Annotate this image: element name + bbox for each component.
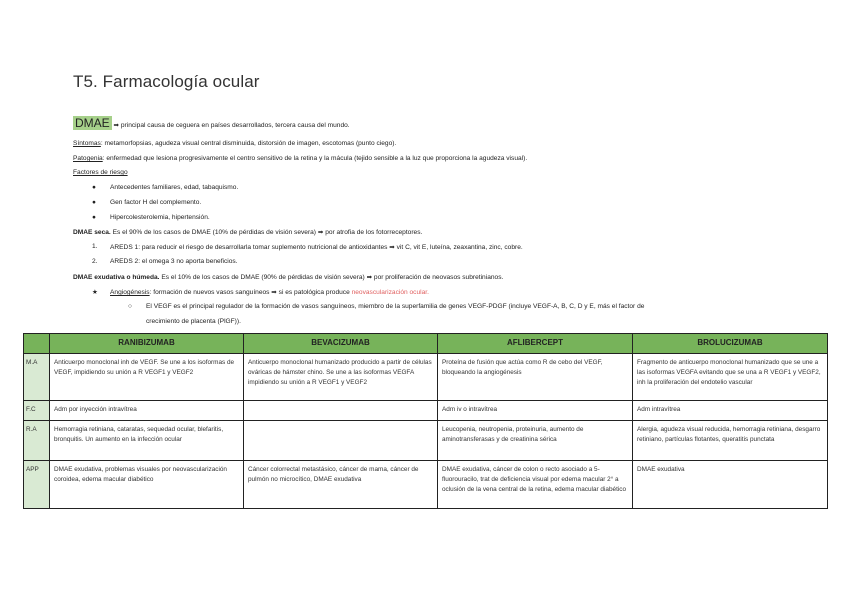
bullet-icon: ● xyxy=(92,184,96,191)
dmae-seca-text: Es el 90% de los casos de DMAE (10% de pérdidas de visión severa) ➡ por atrofia de los fotorreceptores. xyxy=(112,229,423,236)
table-header-cell xyxy=(24,334,50,354)
table-header-cell: AFLIBERCEPT xyxy=(438,334,633,354)
table-cell: Adm iv o intravítrea xyxy=(438,401,633,421)
row-header: R.A xyxy=(24,421,50,461)
sintomas-line xyxy=(73,140,396,147)
dmae-humeda-text: Es el 10% de los casos de DMAE (90% de pérdidas de visión severa) ➡ por proliferación de neovasos subretinianos. xyxy=(161,274,504,281)
table-cell: Adm intravítrea xyxy=(633,401,828,421)
table-row xyxy=(24,354,828,401)
row-header: APP xyxy=(24,461,50,509)
dmae-seca-label: DMAE seca. xyxy=(73,229,111,236)
seca-item: AREDS 2: el omega 3 no aporta beneficios. xyxy=(110,258,238,265)
table-cell: Fragmento de anticuerpo monoclonal humanizado que se une a las isoformas VEGFA evitando que se una a R VEGF1 y VEGF2, inh la proliferación del endotelio vascular xyxy=(633,354,828,401)
dmae-highlight: DMAE xyxy=(75,116,110,130)
arrow-icon: ➡ xyxy=(113,122,120,129)
page-title: T5. Farmacología ocular xyxy=(73,72,260,91)
table-cell: Anticuerpo monoclonal humanizado producido a partir de células ováricas de hámster chino. Se une a las isoformas VEGFA impidiendo su unión a R VEGF1 y VEGF2 xyxy=(244,354,438,401)
dmae-seca-line xyxy=(73,228,422,236)
table-cell xyxy=(244,401,438,421)
table-cell: DMAE exudativa xyxy=(633,461,828,509)
table-cell: DMAE exudativa, problemas visuales por neovascularización coroidea, edema macular diabético xyxy=(50,461,244,509)
sintomas-text: : metamorfopsias, agudeza visual central disminuida, distorsión de imagen, escotomas (punto ciego). xyxy=(100,140,397,147)
table-cell: DMAE exudativa, cáncer de colon o recto asociado a 5-fluorouracilo, trat de deficiencia visual por edema macular 2° a oclusión de la vena central de la retina, edema macular diabético xyxy=(438,461,633,509)
table-cell: Hemorragia retiniana, cataratas, sequedad ocular, blefaritis, bronquitis. Un aumento en la infección ocular xyxy=(50,421,244,461)
table-header-cell: RANIBIZUMAB xyxy=(50,334,244,354)
bullet-icon: ● xyxy=(92,214,96,221)
row-header: F.C xyxy=(24,401,50,421)
table-header-cell: BEVACIZUMAB xyxy=(244,334,438,354)
table-cell: Anticuerpo monoclonal inh de VEGF. Se une a los isoformas de VEGF, impidiendo su unión a R VEGF1 y VEGF2 xyxy=(50,354,244,401)
table-row xyxy=(24,461,828,509)
table-cell: Cáncer colorrectal metastásico, cáncer de mama, cáncer de pulmón no microcítico, DMAE exudativa xyxy=(244,461,438,509)
factores-label: Factores de riesgo xyxy=(73,169,128,176)
table-row xyxy=(24,421,828,461)
sintomas-label: Síntomas xyxy=(73,140,101,147)
table-cell: Adm por inyección intravítrea xyxy=(50,401,244,421)
factor-item: Antecedentes familiares, edad, tabaquismo. xyxy=(110,184,239,191)
angiogenesis-label: Angiogénesis xyxy=(110,289,150,296)
vegf-line-2: crecimiento de placenta (PlGF)). xyxy=(146,318,241,325)
row-header: M.A xyxy=(24,354,50,401)
patogenia-text: : enfermedad que lesiona progresivamente el centro sensitivo de la retina y la mácula (tejido sensible a la luz que proporciona la agudeza visual). xyxy=(102,155,528,162)
table-cell xyxy=(244,421,438,461)
bullet-icon: ● xyxy=(92,199,96,206)
patogenia-label: Patogenia xyxy=(73,155,103,162)
seca-item-num: 1. xyxy=(92,243,98,250)
dmae-intro xyxy=(73,116,350,130)
vegf-line-1: El VEGF es el principal regulador de la formación de vasos sanguíneos, miembro de la superfamilia de genes VEGF-PDGF (incluye VEGF-A, B, C, D y E, más el factor de xyxy=(146,303,645,310)
angiogenesis-line xyxy=(110,288,429,296)
angiogenesis-highlight: neovascularización ocular. xyxy=(351,289,429,296)
factor-item: Hipercolesterolemia, hipertensión. xyxy=(110,214,210,221)
dmae-humeda-line xyxy=(73,273,503,281)
table-header-cell: BROLUCIZUMAB xyxy=(633,334,828,354)
table-row xyxy=(24,401,828,421)
table-header-row xyxy=(24,334,828,354)
table-cell: Leucopenia, neutropenia, proteinuria, aumento de aminotransferasas y de creatinina sérica xyxy=(438,421,633,461)
drug-comparison-table xyxy=(23,333,828,509)
table-cell: Proteína de fusión que actúa como R de cebo del VEGF, bloqueando la angiogénesis xyxy=(438,354,633,401)
factor-item: Gen factor H del complemento. xyxy=(110,199,202,206)
dmae-humeda-label: DMAE exudativa o húmeda. xyxy=(73,274,160,281)
seca-item: AREDS 1: para reducir el riesgo de desarrollarla tomar suplemento nutricional de antioxidantes ➡ vit C, vit E, luteína, zeaxantina, zinc, cobre. xyxy=(110,244,523,251)
patogenia-line xyxy=(73,155,527,162)
dmae-description: principal causa de ceguera en países desarrollados, tercera causa del mundo. xyxy=(120,122,350,129)
star-icon: ★ xyxy=(92,289,98,296)
seca-item-num: 2. xyxy=(92,258,98,265)
circle-bullet-icon: ○ xyxy=(128,303,132,310)
table-cell: Alergia, agudeza visual reducida, hemorragia retiniana, desgarro retiniano, partículas flotantes, queratitis punctata xyxy=(633,421,828,461)
angiogenesis-text: : formación de nuevos vasos sanguíneos ➡ si es patológica produce xyxy=(149,289,352,296)
